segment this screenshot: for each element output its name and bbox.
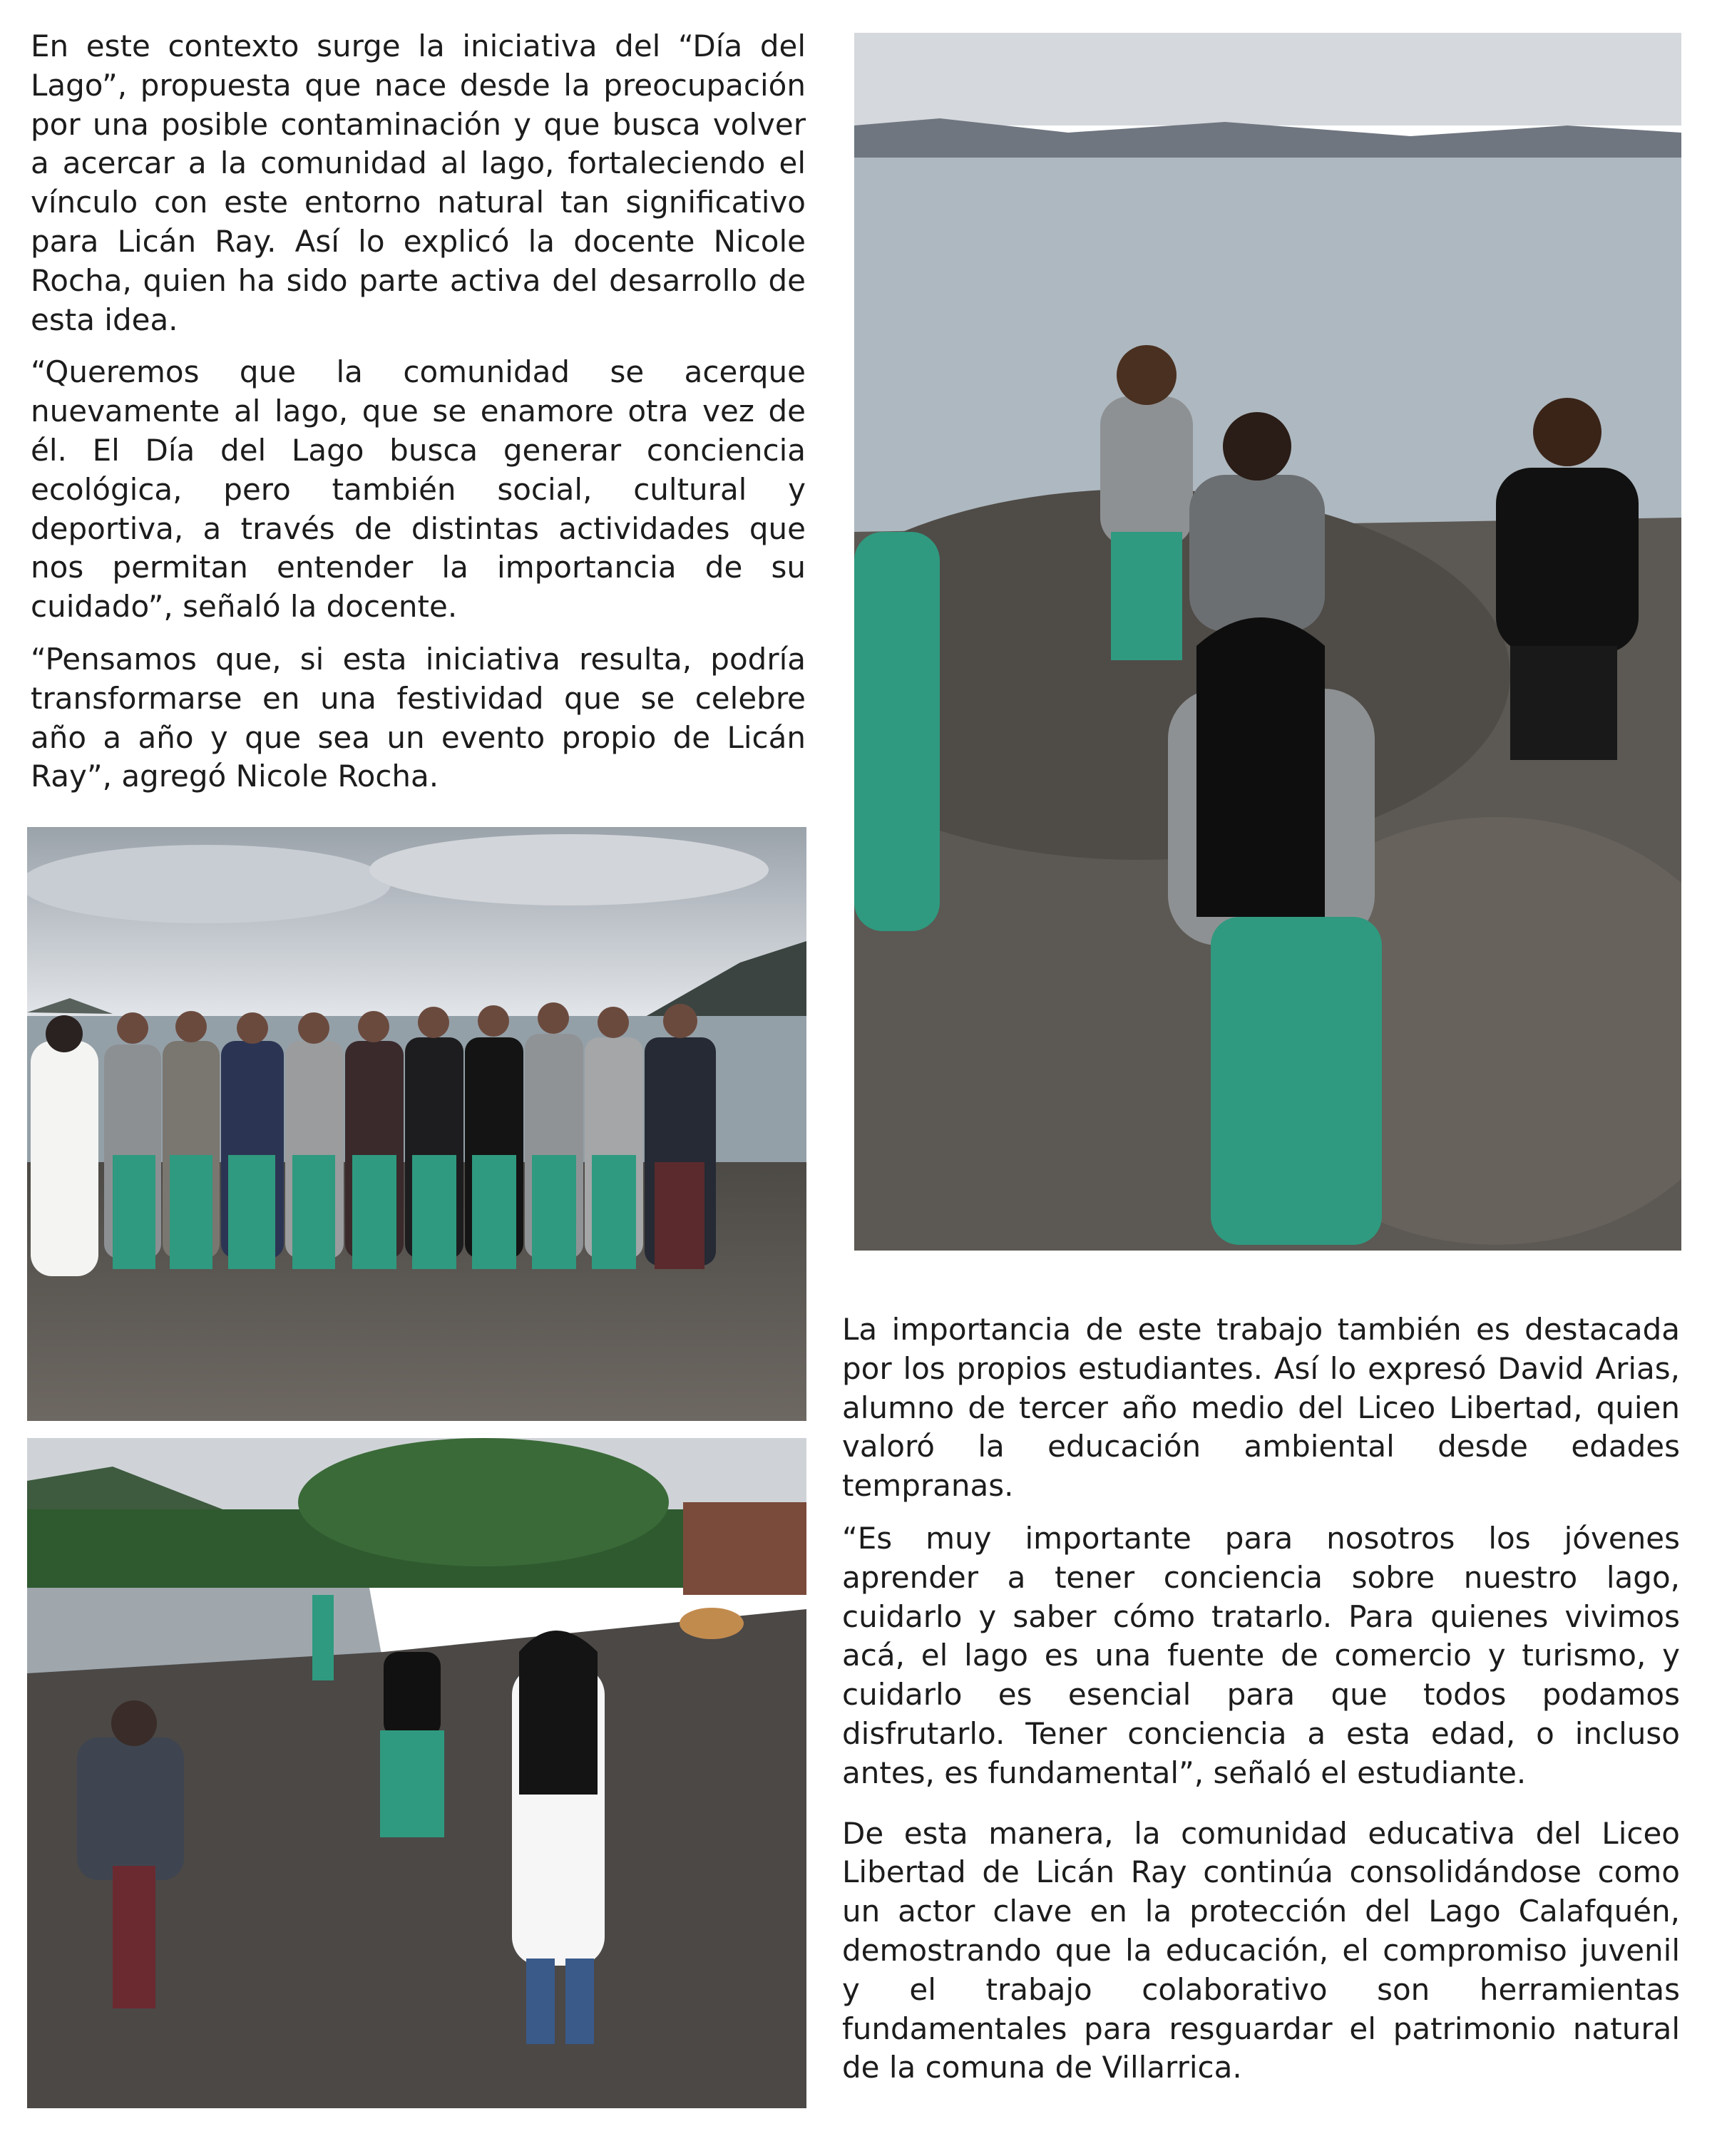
photo-collecting-on-beach — [27, 1438, 806, 2108]
paragraph: “Pensamos que, si esta iniciativa resulta, podría transformarse en una festividad que se celebre año a año y que sea un evento propio de Licán Ray”, agregó Nicole Rocha. — [31, 641, 806, 794]
paragraph: En este contexto surge la iniciativa del “Día del Lago”, propuesta que nace desde la preocupación por una posible contaminación y que busca volver a acercar a la comunidad al lago, fortaleciendo el vínculo con este entorno natural tan significativo para Licán Ray. Así lo explicó la docente Nicole Rocha, quien ha sido parte activa del desarrollo de esta idea. — [31, 29, 806, 337]
group-photo-students-lakeshore — [27, 827, 806, 1421]
paragraph: De esta manera, la comunidad educativa del Liceo Libertad de Licán Ray continúa consolidándose como un actor clave en la protección del Lago Calafquén, demostrando que la educación, el compromiso juvenil y el trabajo colaborativo son herramientas fundamentales para resguardar el patrimonio natural de la comuna de Villarrica. — [842, 1815, 1680, 2085]
paragraph: “Queremos que la comunidad se acerque nuevamente al lago, que se enamore otra vez de él. El Día del Lago busca generar conciencia ecológica, pero también social, cultural y deportiva, a través de distintas actividades que nos permitan entender la importancia de su cuidado”, señaló la docente. — [31, 354, 806, 625]
paragraph: “Es muy importante para nosotros los jóvenes aprender a tener conciencia sobre nuestro lago, cuidarlo y saber cómo tratarlo. Para quienes vivimos acá, el lago es una fuente de comercio y turismo, y cuidarlo es esencial para que todos podamos disfrutarlo. Tener conciencia a esta edad, o incluso antes, es fundamental”, señaló el estudiante. — [842, 1520, 1680, 1790]
paragraph: La importancia de este trabajo también es destacada por los propios estudiantes. Así lo expresó David Arias, alumno de tercer año medio del Liceo Libertad, quien valoró la educación ambiental desde edades tempranas. — [842, 1312, 1680, 1504]
photo-students-circle-on-beach — [854, 33, 1681, 1251]
left-text-column — [31, 27, 806, 810]
right-text-column — [842, 1310, 1680, 2101]
